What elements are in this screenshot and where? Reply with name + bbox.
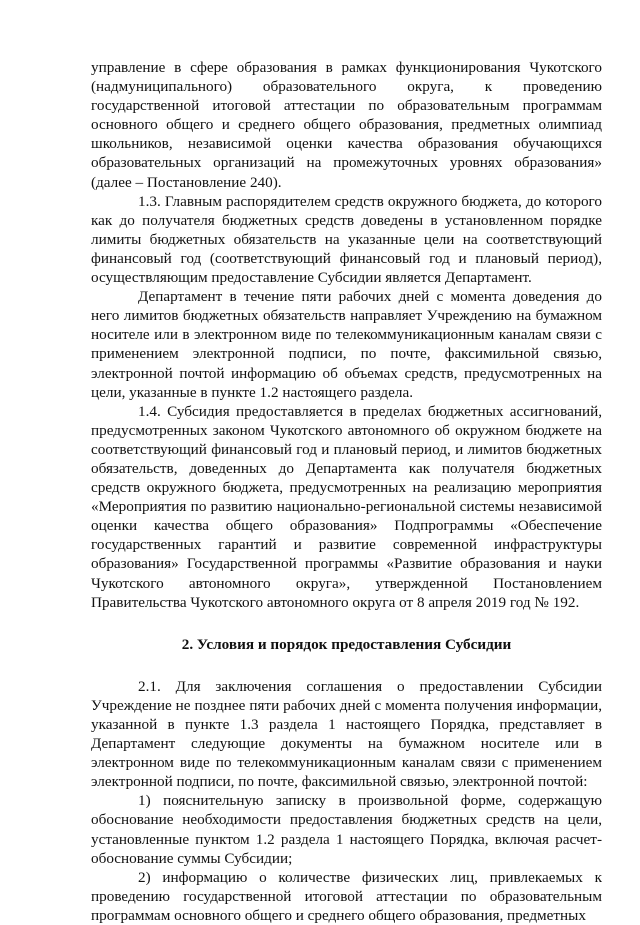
list-item-1: 1) пояснительную записку в произвольной форме, содержащую обоснование необходимости предоставления бюджетных средств на цели, установленные пунктом 1.2 раздела 1 настоящего Порядка, включая расчет-обоснование суммы Субсидии;: [91, 792, 602, 867]
list-item-2: 2) информацию о количестве физических лиц, привлекаемых к проведению государственной итоговой аттестации по образовательным программам основного общего и среднего общего образования, предметных: [91, 868, 602, 924]
section-title: 2. Условия и порядок предоставления Субсидии: [181, 635, 512, 653]
paragraph-2-1: 2.1. Для заключения соглашения о предоставлении Субсидии Учреждение не позднее пяти рабочих дней с момента получения информации, указанной в пункте 1.3 раздела 1 настоящего Порядка, представляет в Департамент следующие документы на бумажном носителе или в электронном виде по телекоммуникационным каналам связи с применением электронной подписи, по почте, факсимильной связью, электронной почтой:: [91, 677, 602, 791]
paragraph-department-notice: Департамент в течение пяти рабочих дней с момента доведения до него лимитов бюджетных обязательств направляет Учреждению на бумажном носителе или в электронном виде по телекоммуникационным каналам связи с применением электронной подписи, по почте, факсимильной связью, электронной почтой информацию об объемах средств, предусмотренных на цели, указанные в пункте 1.2 настоящего раздела.: [91, 288, 602, 401]
paragraph-1-4: 1.4. Субсидия предоставляется в пределах бюджетных ассигнований, предусмотренных законом Чукотского автономного об окружном бюджете на соответствующий финансовый год и плановый период, и лимитов бюджетных обязательств, доведенных до Департамента как получателя бюджетных средств окружного бюджета, предусмотренных на реализацию мероприятия «Мероприятия по развитию национально-региональной системы независимой оценки качества общего образования» Подпрограммы «Обеспечение государственных гарантий и развитие современной инфраструктуры образования» Государственной программы «Развитие образования и науки Чукотского автономного округа», утвержденной Постановлением Правительства Чукотского автономного округа от 8 апреля 2019 год № 192.: [91, 402, 602, 611]
paragraph-1-3: 1.3. Главным распорядителем средств окружного бюджета, до которого как до получателя бюджетных средств доведены в установленном порядке лимиты бюджетных обязательств на указанные цели на соответствующий финансовый год (соответствующий финансовый год и плановый период), осуществляющим предоставление Субсидии является Департамент.: [91, 192, 602, 287]
paragraph-continuation: управление в сфере образования в рамках функционирования Чукотского (надмуниципального) образовательного округа, к проведению государственной итоговой аттестации по образовательным программам основного общего и среднего общего образования, предметных олимпиад школьников, независимой оценки качества образования обучающихся образовательных организаций на промежуточных уровнях образования» (далее – Постановление 240).: [91, 59, 602, 191]
document-page: [91, 58, 602, 925]
